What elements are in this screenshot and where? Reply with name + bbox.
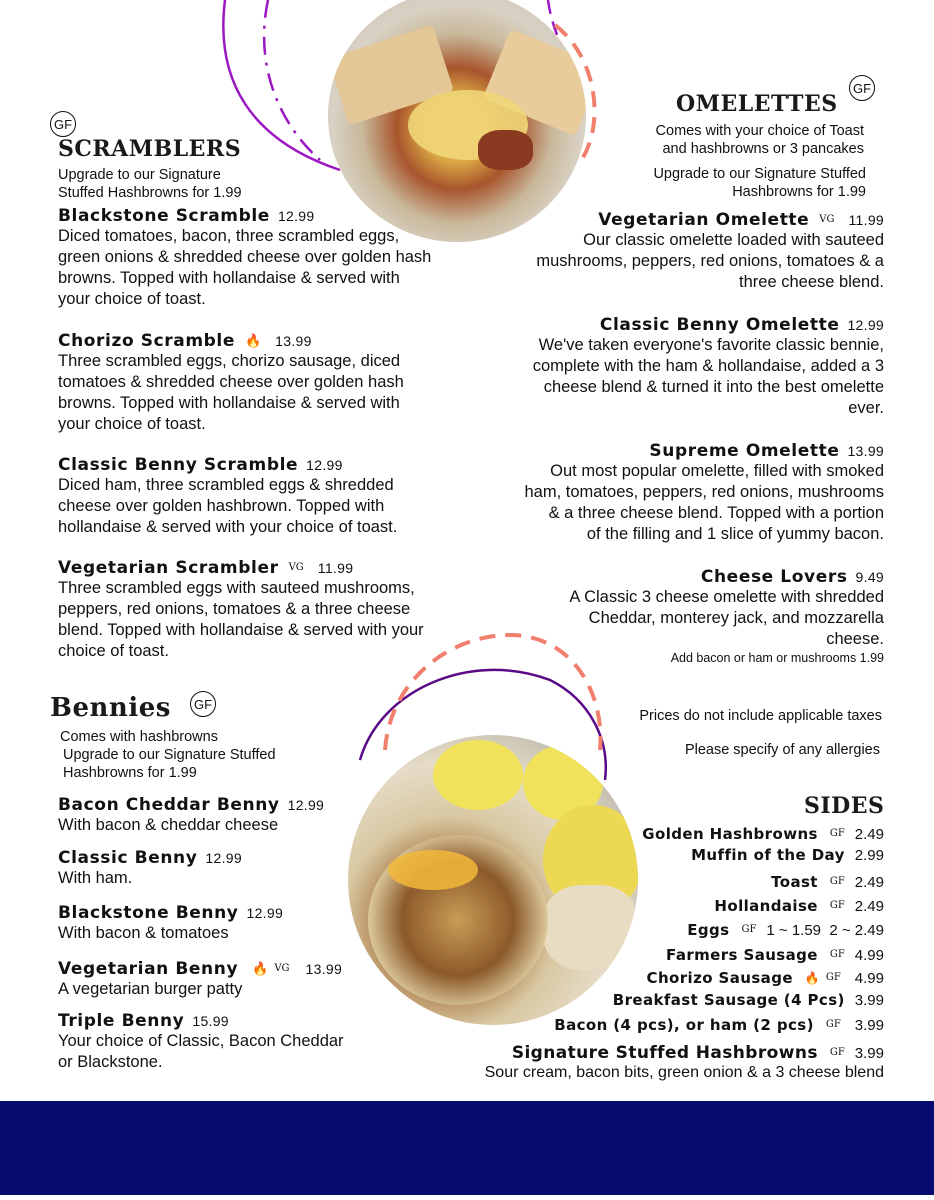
- item-price: 12.99: [277, 208, 315, 224]
- item-price: 15.99: [192, 1013, 229, 1029]
- menu-item-blackstone-scramble[interactable]: [58, 206, 458, 310]
- item-price: 12.99: [205, 850, 242, 866]
- menu-item-supreme-omelette[interactable]: [444, 441, 884, 545]
- gf-tag: GF: [829, 876, 845, 887]
- side-item-hollandaise[interactable]: Hollandaise GF 2.49: [714, 897, 884, 915]
- menu-item-triple-benny[interactable]: [58, 1011, 344, 1073]
- scramblers-gf-badge: GF: [50, 111, 76, 137]
- item-description: With bacon & tomatoes: [58, 924, 229, 942]
- item-description: We've taken everyone's favorite classic bennie, complete with the ham & hollandaise, added a 3 cheese blend & turned it into the best omelette ever.: [532, 336, 884, 417]
- item-price: 12.99: [847, 317, 884, 333]
- side-item-farmers-sausage[interactable]: Farmers Sausage GF 4.99: [666, 946, 884, 964]
- gf-tag: GF: [825, 1019, 841, 1030]
- item-description: A Classic 3 cheese omelette with shredded Cheddar, monterey jack, and mozzarella cheese.: [569, 588, 884, 648]
- side-item-golden-hashbrowns[interactable]: Golden Hashbrowns GF 2.49: [642, 825, 884, 843]
- item-description: Out most popular omelette, filled with smoked ham, tomatoes, peppers, red onions, mushrooms & a three cheese blend. Topped with a portion of the filling and 1 slice of yummy bacon.: [524, 462, 884, 543]
- allergies-disclaimer: Please specify of any allergies: [684, 742, 880, 758]
- omelettes-sides-note: Comes with your choice of Toast and hashbrowns or 3 pancakes: [655, 123, 864, 157]
- side-item-chorizo-sausage[interactable]: Chorizo Sausage 🔥 GF 4.99: [646, 969, 884, 987]
- item-name: Blackstone Scramble: [58, 206, 270, 226]
- item-price: 13.99: [305, 961, 343, 977]
- vg-tag: VG: [274, 963, 290, 974]
- side-item-bacon-or-ham[interactable]: Bacon (4 pcs), or ham (2 pcs) GF 3.99: [554, 1016, 884, 1034]
- item-name: Cheese Lovers: [700, 567, 848, 587]
- menu-item-vegetarian-benny[interactable]: [58, 959, 342, 1000]
- gf-tag: GF: [741, 924, 757, 935]
- item-description: Diced ham, three scrambled eggs & shredded cheese over golden hashbrown. Topped with hollandaise & served with your choice of toast.: [58, 476, 398, 536]
- side-item-signature-stuffed-hashbrowns[interactable]: Signature Stuffed Hashbrowns GF 3.99: [511, 1043, 884, 1063]
- chorizo-topping: [478, 130, 533, 170]
- bennies-gf-badge: GF: [190, 691, 216, 717]
- gf-tag: GF: [829, 828, 845, 839]
- menu-item-blackstone-benny[interactable]: [58, 903, 283, 944]
- side-item-toast[interactable]: Toast GF 2.49: [771, 873, 884, 891]
- flame-icon: 🔥: [804, 971, 820, 985]
- item-price: 11.99: [848, 212, 884, 228]
- flame-icon: 🔥: [244, 334, 262, 349]
- item-name: Bacon Cheddar Benny: [58, 795, 280, 815]
- scramblers-heading: SCRAMBLERS: [58, 136, 242, 162]
- menu-item-chorizo-scramble[interactable]: [58, 331, 458, 435]
- scramblers-upgrade-note: Upgrade to our Signature Stuffed Hashbrowns for 1.99: [58, 167, 242, 201]
- item-name: Vegetarian Omelette: [598, 210, 810, 230]
- footer-band: [0, 1101, 934, 1195]
- bennies-heading: Bennies: [50, 693, 171, 723]
- sides-heading: SIDES: [804, 793, 885, 819]
- item-description: A vegetarian burger patty: [58, 980, 243, 998]
- side-item-eggs[interactable]: Eggs GF 1 ~ 1.59 2 ~ 2.49: [687, 921, 884, 939]
- item-description: Your choice of Classic, Bacon Cheddar or Blackstone.: [58, 1032, 344, 1071]
- item-name: Blackstone Benny: [58, 903, 239, 923]
- omelettes-heading: OMELETTES: [676, 91, 838, 117]
- item-name: Vegetarian Benny: [58, 959, 239, 979]
- gf-tag: GF: [825, 972, 841, 983]
- flame-icon: 🔥: [252, 962, 269, 977]
- item-name: Chorizo Scramble: [58, 331, 235, 351]
- item-description: With bacon & cheddar cheese: [58, 816, 279, 834]
- item-price: 13.99: [275, 333, 312, 349]
- item-price: 9.49: [855, 569, 884, 585]
- side-item-muffin-of-the-day[interactable]: Muffin of the Day 2.99: [691, 846, 884, 864]
- stuffed-hashbrowns-description: Sour cream, bacon bits, green onion & a 3 cheese blend: [484, 1064, 884, 1081]
- menu-item-vegetarian-omelette[interactable]: [464, 210, 884, 293]
- omelettes-upgrade-note: Upgrade to our Signature Stuffed Hashbrowns for 1.99: [653, 166, 866, 200]
- menu-item-classic-benny-scramble[interactable]: [58, 455, 458, 538]
- item-description: Our classic omelette loaded with sauteed mushrooms, peppers, red onions, tomatoes & a three cheese blend.: [536, 231, 884, 291]
- gf-tag: GF: [829, 1047, 845, 1058]
- egg-benny-1: [433, 740, 523, 810]
- item-price: 12.99: [306, 457, 343, 473]
- menu-item-bacon-cheddar-benny[interactable]: [58, 795, 324, 836]
- item-name: Triple Benny: [58, 1011, 185, 1031]
- item-name: Classic Benny: [58, 848, 198, 868]
- vg-tag: VG: [819, 214, 835, 225]
- gf-tag: GF: [829, 949, 845, 960]
- item-price: 13.99: [847, 443, 884, 459]
- omelettes-gf-badge: GF: [849, 75, 875, 101]
- menu-item-classic-benny-omelette[interactable]: [444, 315, 884, 419]
- gf-tag: GF: [829, 900, 845, 911]
- item-description: Three scrambled eggs, chorizo sausage, diced tomatoes & shredded cheese over golden hash browns. Topped with hollandaise & served with your choice of toast.: [58, 352, 404, 433]
- bennies-notes: Comes with hashbrowns Upgrade to our Signature Stuffed Hashbrowns for 1.99: [60, 729, 276, 781]
- addon-note: Add bacon or ham or mushrooms 1.99: [670, 651, 884, 665]
- item-price: 12.99: [246, 905, 284, 921]
- vg-tag: VG: [288, 562, 304, 573]
- item-name: Classic Benny Scramble: [58, 455, 299, 475]
- taxes-disclaimer: Prices do not include applicable taxes: [639, 708, 882, 724]
- item-price: 12.99: [287, 797, 325, 813]
- item-description: Three scrambled eggs with sauteed mushrooms, peppers, red onions, tomatoes & a three cheese blend. Topped with hollandaise & served with your choice of toast.: [58, 579, 424, 660]
- item-description: With ham.: [58, 869, 133, 887]
- shredded-cheese: [388, 850, 478, 890]
- menu-item-classic-benny[interactable]: [58, 848, 242, 889]
- item-name: Supreme Omelette: [649, 441, 840, 461]
- english-muffin: [543, 885, 638, 970]
- benny-photo: [348, 735, 638, 1025]
- item-name: Vegetarian Scrambler: [58, 558, 279, 578]
- item-price: 11.99: [317, 560, 354, 576]
- item-name: Classic Benny Omelette: [599, 315, 840, 335]
- side-item-breakfast-sausage[interactable]: Breakfast Sausage (4 Pcs) 3.99: [612, 991, 884, 1009]
- item-description: Diced tomatoes, bacon, three scrambled eggs, green onions & shredded cheese over golden hash browns. Topped with hollandaise & served with your choice of toast.: [58, 227, 432, 308]
